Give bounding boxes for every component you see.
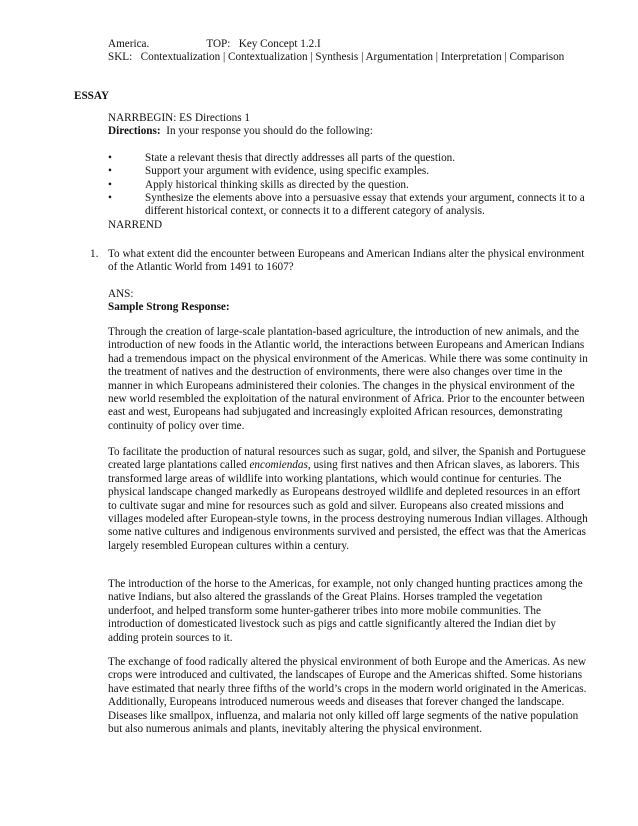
narrbegin-marker: NARRBEGIN: ES Directions 1 xyxy=(108,112,251,124)
response-paragraph-3: The introduction of the horse to the Americas, for example, not only changed hunting practices among the native Indians, but also altered the grasslands of the Great Plains. Horses trampled the vegetation underfoot, and helped transform some hunter-gatherer tribes into more mobile communities. The introduction of domesticated livestock such as pigs and cattle significantly altered the Indian diet by adding protein sources to it. xyxy=(108,578,583,644)
response-paragraph-2 xyxy=(108,446,588,553)
list-item xyxy=(108,179,588,192)
paragraph-2-text-b: , using first natives and then African slaves, as laborers. This transformed large areas of wildlife into working plantations, which would continue for centuries. The physical landscape changed markedly as Europeans destroyed wildlife and depleted resources in an effort to cultivate sugar and mine for resources such as gold and silver. Europeans also created missions and villages modeled after European-style towns, in the process destroying numerous Indian villages. Although some native cultures and indigenous environments survived and persisted, the effect was that the Americas largely resembled European cultures within a century. xyxy=(108,459,588,552)
list-item-text: State a relevant thesis that directly addresses all parts of the question. xyxy=(145,151,456,164)
bullet-icon: • xyxy=(108,192,112,205)
response-paragraph-4: The exchange of food radically altered the physical environment of both Europe and the Americas. As new crops were introduced and cultivated, the landscapes of Europe and the Americas shifted. Some historians have estimated that nearly three fifths of the world’s crops in the modern world originated in the Americas. Additionally, Europeans introduced numerous weeds and diseases that forever changed the landscape. Diseases like smallpox, influenza, and malaria not only killed off large segments of the native population but also numerous animals and plants, inevitably altering the physical environment. xyxy=(108,656,587,736)
directions-list xyxy=(108,152,588,219)
paragraph-2-text-a: To facilitate the production of natural resources such as sugar, gold, and silver, the Spanish and Portuguese created large plantations called xyxy=(108,446,586,472)
list-item-text: Support your argument with evidence, using specific examples. xyxy=(145,165,430,178)
bullet-icon: • xyxy=(108,151,112,164)
list-item xyxy=(108,192,588,219)
question-text: To what extent did the encounter between Europeans and American Indians alter the physical environment of the Atlantic World from 1491 to 1607? xyxy=(108,248,585,274)
meta-line-1 xyxy=(108,38,588,51)
list-item-text: Apply historical thinking skills as directed by the question. xyxy=(145,178,409,191)
ans-label: ANS: xyxy=(108,287,134,300)
response-paragraph-1: Through the creation of large-scale plantation-based agriculture, the introduction of new animals, and the introduction of new foods in the Atlantic world, the interactions between Europeans and American Indians had a tremendous impact on the physical environment of the Americas. While there was some continuity in the treatment of natives and the destruction of environments, there were also changes over time in the manner in which Europeans administered their colonies. The changes in the physical environment of the new world resembled the exploitation of the natural environment of Africa. Prior to the encounter between east and west, Europeans had subjugated and increasingly exploited African resources, demonstrating continuity of policy over time. xyxy=(108,326,588,432)
narrend-marker: NARREND xyxy=(108,218,163,231)
list-item xyxy=(108,152,588,165)
directions-text: In your response you should do the following: xyxy=(160,125,373,138)
list-item-text: Synthesize the elements above into a persuasive essay that extends your argument, connects it to a different historical context, or connects it to a different category of analysis. xyxy=(145,192,585,218)
meta-line-2: SKL: Contextualization | Contextualization | Synthesis | Argumentation | Interpretation | Comparison xyxy=(108,51,565,64)
directions-block xyxy=(108,112,588,232)
bullet-icon: • xyxy=(108,165,112,178)
meta-topic: TOP: Key Concept 1.2.I xyxy=(206,38,321,50)
directions-line xyxy=(108,125,588,138)
meta-block xyxy=(108,38,588,65)
bullet-icon: • xyxy=(108,178,112,191)
meta-subject: America. xyxy=(108,38,150,50)
question-block xyxy=(108,248,588,315)
question-number: 1. xyxy=(90,248,99,260)
section-heading: ESSAY xyxy=(74,90,110,102)
directions-label: Directions: xyxy=(108,125,161,138)
list-item xyxy=(108,165,588,178)
paragraph-2-italic-term: encomiendas xyxy=(249,459,308,472)
response-heading: Sample Strong Response: xyxy=(108,301,230,314)
